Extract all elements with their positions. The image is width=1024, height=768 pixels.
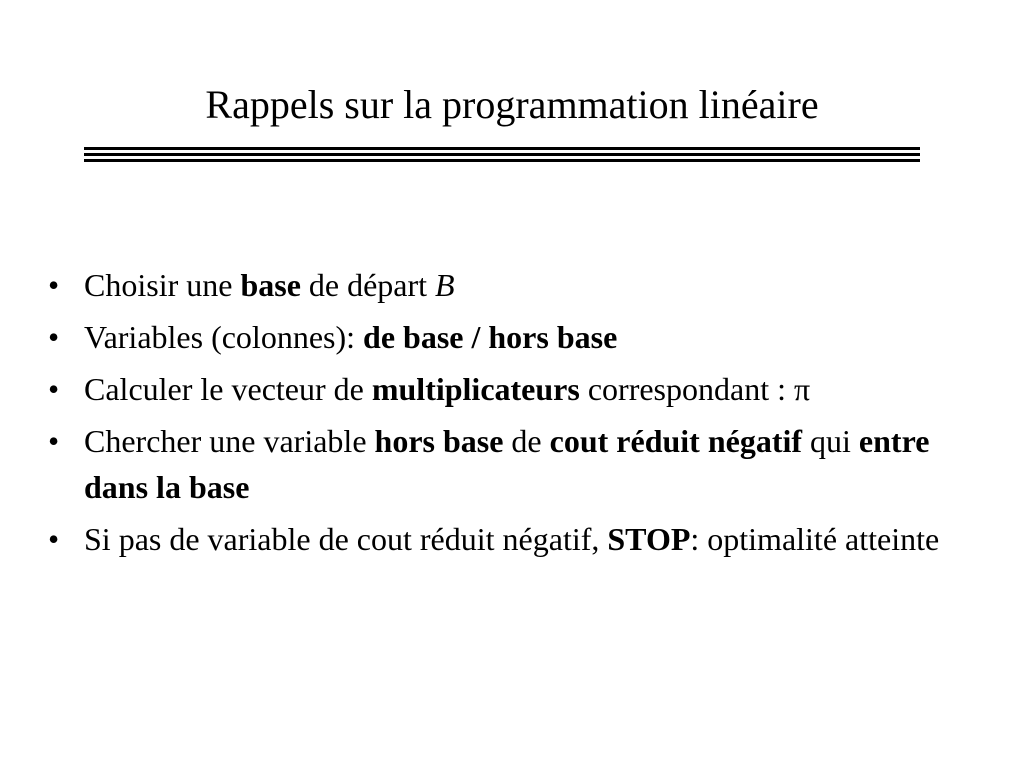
bullet-item-entering-variable	[48, 418, 988, 510]
bullet-icon: •	[48, 267, 60, 303]
bullet-text-bold: multiplicateurs	[371, 371, 580, 407]
bullet-icon: •	[48, 521, 60, 557]
title-underline-rule	[84, 153, 920, 156]
title-underline-rule	[84, 159, 920, 162]
bullet-text: Calculer le vecteur de	[84, 371, 372, 407]
bullet-text: Chercher une variable	[84, 423, 375, 459]
pi-symbol: π	[793, 371, 811, 407]
bullet-icon: •	[48, 423, 60, 459]
bullet-text: : optimalité atteinte	[690, 521, 940, 557]
bullet-text: de départ	[300, 267, 436, 303]
bullet-text-bold: base	[240, 267, 301, 303]
bullet-icon: •	[48, 371, 60, 407]
bullet-text: de	[503, 423, 550, 459]
bullet-item-choose-base	[48, 262, 988, 308]
bullet-text: Variables (colonnes):	[84, 319, 364, 355]
bullet-text-italic: B	[435, 267, 455, 303]
bullet-text-bold: hors base	[374, 423, 504, 459]
bullet-text-bold: cout réduit négatif	[549, 423, 803, 459]
title-underline-rule	[84, 147, 920, 150]
bullet-text: qui	[802, 423, 859, 459]
bullet-list	[48, 262, 988, 568]
slide-title: Rappels sur la programmation linéaire	[205, 82, 819, 127]
bullet-text-bold: de base / hors base	[363, 319, 618, 355]
bullet-item-stop	[48, 516, 988, 562]
bullet-text: Si pas de variable de cout réduit négatif,	[84, 521, 608, 557]
bullet-text-bold: STOP	[607, 521, 691, 557]
bullet-icon: •	[48, 319, 60, 355]
bullet-text: Choisir une	[84, 267, 241, 303]
bullet-item-multipliers	[48, 366, 988, 412]
bullet-text-bold: entre dans la base	[84, 423, 930, 505]
bullet-item-variables	[48, 314, 988, 360]
bullet-text: correspondant :	[579, 371, 794, 407]
